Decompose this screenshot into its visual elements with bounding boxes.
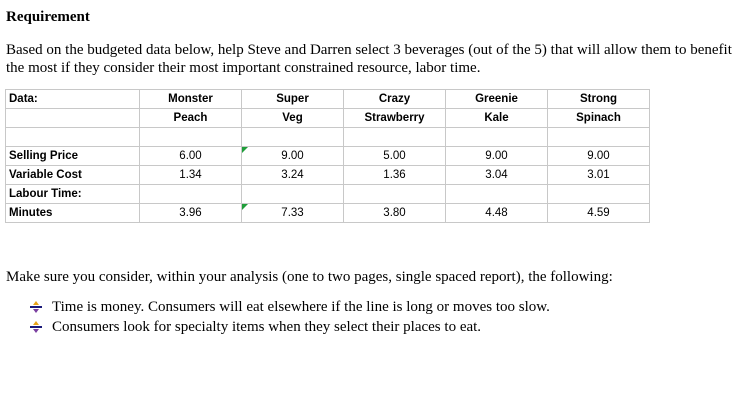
bullet-text: Consumers look for specialty items when they select their places to eat. — [52, 319, 482, 335]
row-label: Selling Price — [6, 147, 140, 166]
column-header: Monster — [140, 90, 242, 109]
table-cell — [446, 185, 548, 204]
table-cell — [344, 185, 446, 204]
table-cell — [446, 128, 548, 147]
arrow-bullet-icon — [30, 301, 42, 313]
list-item — [30, 297, 550, 317]
table-cell — [6, 128, 140, 147]
outro-paragraph: Make sure you consider, within your analysis (one to two pages, single spaced report), the following: — [6, 269, 613, 285]
bullet-text: Time is money. Consumers will eat elsewhere if the line is long or moves too slow. — [52, 299, 550, 315]
table-cell: 3.01 — [548, 166, 650, 185]
table-cell: 1.36 — [344, 166, 446, 185]
table-cell — [548, 185, 650, 204]
table-cell: 4.59 — [548, 204, 650, 223]
table-cell — [548, 128, 650, 147]
intro-paragraph: Based on the budgeted data below, help Steve and Darren select 3 beverages (out of the 5) that will allow them to benefit the most if they consider their most important constrained resource, labor time. — [6, 42, 732, 76]
table-cell: 1.34 — [140, 166, 242, 185]
table-cell — [140, 185, 242, 204]
column-header: Strong — [548, 90, 650, 109]
column-header: Spinach — [548, 109, 650, 128]
bullet-list — [30, 297, 550, 337]
list-item — [30, 317, 550, 337]
table-cell: 9.00 — [446, 147, 548, 166]
column-header: Kale — [446, 109, 548, 128]
column-header: Super — [242, 90, 344, 109]
table-cell — [344, 128, 446, 147]
column-header: Crazy — [344, 90, 446, 109]
comment-marker-icon — [242, 147, 248, 153]
table-cell: 3.24 — [242, 166, 344, 185]
table-cell — [6, 109, 140, 128]
column-header: Greenie — [446, 90, 548, 109]
table-row — [6, 185, 650, 204]
table-cell: 3.80 — [344, 204, 446, 223]
table-header-row — [6, 109, 650, 128]
table-header-label: Data: — [6, 90, 140, 109]
table-cell — [242, 185, 344, 204]
table-cell: 6.00 — [140, 147, 242, 166]
table-cell: 7.33 — [242, 204, 344, 223]
table-cell — [140, 128, 242, 147]
table-cell: 4.48 — [446, 204, 548, 223]
comment-marker-icon — [242, 204, 248, 210]
column-header: Strawberry — [344, 109, 446, 128]
row-label: Labour Time: — [6, 185, 140, 204]
table-cell: 3.04 — [446, 166, 548, 185]
table-row — [6, 204, 650, 223]
arrow-bullet-icon — [30, 321, 42, 333]
table-cell: 3.96 — [140, 204, 242, 223]
table-row — [6, 166, 650, 185]
table-header-row — [6, 90, 650, 109]
column-header: Veg — [242, 109, 344, 128]
table-spacer-row — [6, 128, 650, 147]
column-header: Peach — [140, 109, 242, 128]
table-cell: 5.00 — [344, 147, 446, 166]
requirement-heading: Requirement — [6, 9, 90, 25]
row-label: Variable Cost — [6, 166, 140, 185]
table-cell: 9.00 — [548, 147, 650, 166]
table-cell — [242, 128, 344, 147]
row-label: Minutes — [6, 204, 140, 223]
table-row — [6, 147, 650, 166]
budget-data-table — [5, 89, 650, 223]
table-cell: 9.00 — [242, 147, 344, 166]
